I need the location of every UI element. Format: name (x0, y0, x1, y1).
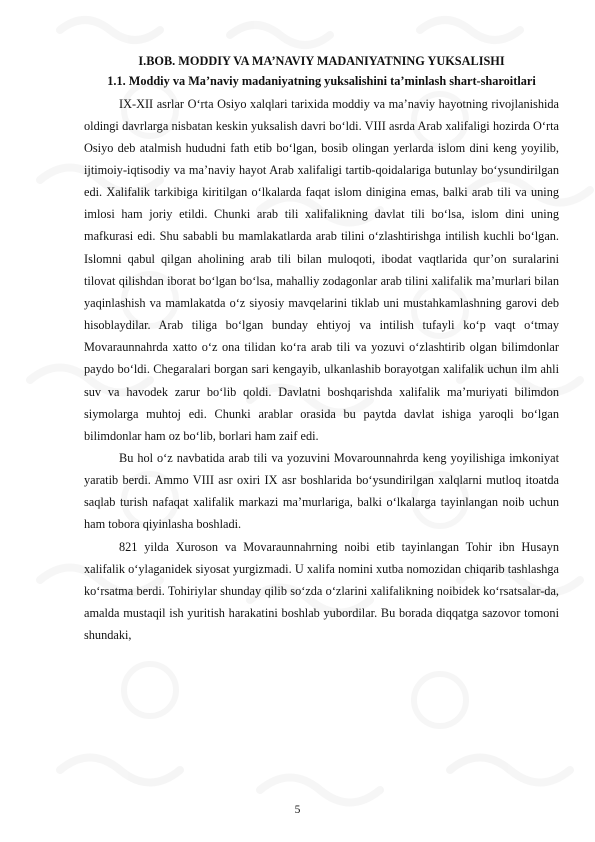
page-number: 5 (294, 804, 301, 816)
paragraph-2: Bu hol o‘z navbatida arab tili va yozuvini Movarounnahrda keng yoyilishiga imkoniyat yaratib berdi. Ammo VIII asr oxiri IX asr boshlarida bo‘ysundirilgan xalqlarni mutloq itoatda saqlab turish nafaqat xalifalik markazi ma’murlariga, balki o‘lkalarga tayinlangan noib uchun ham tobora qiyinlasha boshladi. (84, 451, 559, 532)
paragraph-1: IX-XII asrlar O‘rta Osiyo xalqlari tarixida moddiy va ma’naviy hayotning rivojlanishida oldingi davrlarga nisbatan keskin yuksalish davri bo‘ldi. VIII asrda Arab xalifaligi hozirda O‘rta Osiyo deb atalmish hududni fath etib bo‘lgan, bosib olingan yerlarda islom dini keng yoyilib, ijtimoiy-iqtisodiy va ma’naviy hayot Arab xalifaligi tartib-qoidalariga butunlay bo‘ysundirilgan edi. Xalifalik tarkibiga kiritilgan o‘lkalarda faqat islom diniginа emas, balki arab tili va uning imlosi ham joriy etildi. Chunki arab tili xalifalikning davlat tili bo‘lsa, islom dini uning mafkurasi edi. Shu sababli bu mamlakatlarda arab tilini o‘zlashtirishga intilish kuchli bo‘lgan. Islomni qabul qilgan aholining arab tili bilan muloqoti, ibodat vaqtlarida qur’on suralarini tilovat qilishdan iborat bo‘lgan bo‘lsa, mahalliy zodagonlar arab tilini xalifalik ma’murlari bilan yaqinlashish va mamlakatda o‘z siyosiy mavqelarini tiklab uni mustahkamlashning garovi deb hisoblaydilar. Arab tiliga bo‘lgan bunday ehtiyoj va intilish tufayli ko‘p vaqt o‘tmay Movaraunnahrda xatto o‘z ona tilidan ko‘ra arab tili va yozuvi o‘zlashtirib olgan bilimdonlar paydo bo‘ldi. Chegaralari borgan sari kengayib, ulkanlashib borayotgan xalifalik uchun ilm ahli suv va havodek zarur bo‘lib qoldi. Davlatni boshqarishda xalifalik ma’muriyati bilimdon siymolarga muhtoj edi. Chunki arablar orasida bu paytda davlat ishiga yaroqli bo‘lgan bilimdonlar ham oz bo‘lib, borlari ham zaif edi. (84, 96, 559, 443)
section-title: 1.1. Moddiy va Ma’naviy madaniyatning yuksalishini ta’minlash shart-sharoitlari (107, 74, 536, 88)
chapter-title: I.BOB. MODDIY VA MA’NAVIY MADANIYATNING YUKSALISHI (138, 54, 505, 68)
paragraph-3: 821 yilda Xuroson va Movaraunnahrning noibi etib tayinlangan Tohir ibn Husayn xalifalik o‘ylaganidek siyosat yurgizmadi. U xalifa nomini xutba nomozidan chiqarib tashlashga ko‘rsatma berdi. Tohiriylar shunday qilib so‘zda o‘zlarini xalifalikning noibidek ko‘rsatsalar-da, amalda mustaqil ish yuritish harakatini boshlab yubordilar. Bu borada diqqatga sazovor tomoni shundaki, (84, 539, 559, 643)
document-body (84, 52, 559, 646)
